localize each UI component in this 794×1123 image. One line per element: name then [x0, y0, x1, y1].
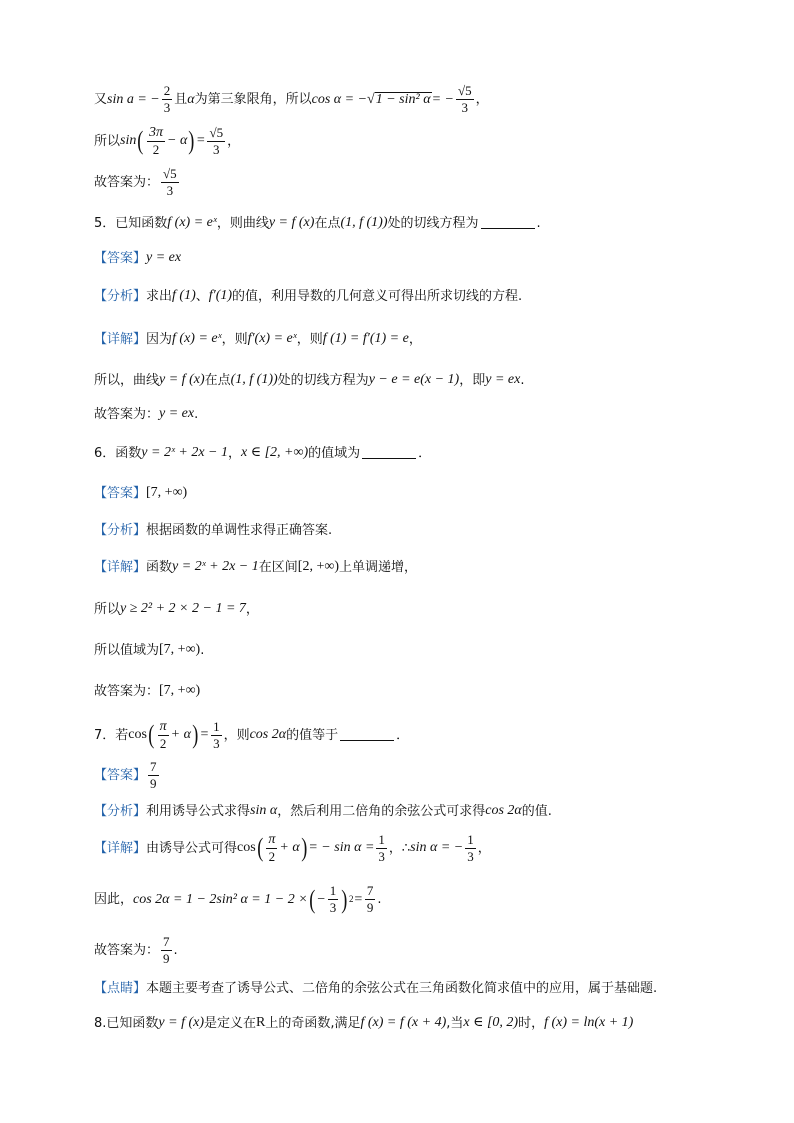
text: 故答案为： [94, 683, 160, 699]
fraction [266, 832, 277, 865]
answer-blank [340, 730, 394, 741]
math-expr: [7, +∞) [159, 683, 201, 698]
fraction-den: 9 [366, 900, 374, 916]
fraction-num: 7 [148, 760, 159, 776]
math-expr: cos [128, 727, 147, 743]
text: 处的切线方程为 [277, 372, 369, 388]
answer-tag: 【答案】 [94, 250, 147, 266]
q6-answer [94, 486, 187, 500]
fraction [148, 760, 159, 792]
fraction [211, 720, 222, 752]
math-expr: − [316, 891, 326, 907]
text: . [536, 215, 541, 231]
text: 在点 [204, 372, 231, 388]
math-expr: = [199, 727, 210, 743]
fraction-den: 2 [159, 736, 167, 752]
fraction [161, 935, 172, 967]
answer-blank [362, 448, 416, 459]
text: 处的切线方程为 [387, 215, 479, 231]
fraction-den: 3 [461, 100, 469, 116]
math-expr: sin α [250, 803, 278, 818]
fraction-num: π [266, 832, 277, 849]
math-expr: [7, +∞) [159, 642, 201, 657]
left-paren: ( [308, 884, 316, 914]
math-expr: cos 2α [485, 803, 522, 818]
math-expr: y = ex [159, 406, 195, 421]
math-expr: y = f (x) [159, 372, 205, 387]
math-expr: y = f (x) [158, 1015, 204, 1030]
text: ， [227, 133, 241, 149]
math-expr: = [196, 133, 206, 149]
fraction [328, 884, 339, 916]
math-expr: y = f (x) [268, 215, 315, 230]
text: 因为 [146, 331, 173, 347]
right-paren: ) [341, 884, 348, 914]
q6-detail-3 [94, 643, 204, 657]
text: 在点 [314, 215, 341, 231]
text: 5．已知函数 [94, 215, 168, 231]
fraction [465, 833, 476, 865]
math-expr: y = ex [146, 250, 182, 265]
detail-tag: 【详解】 [94, 840, 147, 856]
fraction-num: 1 [465, 833, 476, 849]
left-paren: ( [257, 833, 264, 863]
text: ， [228, 445, 242, 461]
math-expr: R [256, 1015, 266, 1030]
text: 故答案为： [94, 406, 160, 422]
fraction-den: 3 [329, 900, 337, 916]
q7-detail-2 [94, 884, 382, 916]
math-expr: cos [237, 840, 256, 856]
text: 的值. [521, 803, 552, 819]
text: 由诱导公式可得 [146, 840, 238, 856]
math-expr: sin [120, 133, 137, 149]
text: 所以，曲线 [94, 372, 160, 388]
text: 所以 [94, 133, 121, 149]
math-expr: = [353, 891, 363, 907]
q7-analysis [94, 804, 552, 818]
math-expr: f′(1) [208, 288, 233, 303]
math-expr: − α [167, 133, 188, 149]
fraction-den: 3 [213, 141, 220, 157]
math-expr: f (1) = f′(1) = e [322, 331, 409, 346]
fraction-den: 2 [152, 142, 160, 158]
math-expr: f (1) [172, 288, 196, 303]
q7-answer [94, 760, 161, 792]
fraction-den: 9 [150, 776, 157, 792]
right-paren: ) [188, 126, 195, 156]
math-expr: f′(x) = eˣ [247, 331, 297, 346]
math-expr: f (x) = eˣ [167, 215, 217, 230]
detail-tag: 【详解】 [94, 331, 147, 347]
fraction [365, 884, 376, 916]
text: ，即 [459, 372, 486, 388]
text: ，∴ [388, 840, 411, 856]
text: 所以 [94, 601, 121, 617]
fraction-num: 2 [162, 84, 173, 100]
text: 求出 [146, 288, 173, 304]
text: ． [396, 727, 410, 743]
q5-detail-2 [94, 373, 524, 387]
math-expr: y − e = e(x − 1) [368, 372, 460, 387]
fraction [376, 833, 387, 865]
math-expr: sin α = − [410, 840, 464, 856]
text: 的值，利用导数的几何意义可得出所求切线的方程. [232, 288, 523, 304]
sqrt-sign: √ [367, 91, 375, 107]
q5-final [94, 407, 198, 421]
comment-tag: 【点睛】 [94, 981, 147, 996]
fraction-den: 3 [378, 848, 385, 864]
math-expr: x ∈ [2, +∞) [241, 445, 309, 460]
math-expr: = − sin α = [308, 840, 375, 856]
right-paren: ) [300, 833, 308, 863]
text: ， [245, 601, 259, 617]
text: . [173, 943, 178, 959]
math-expr: + α [170, 727, 191, 743]
fraction-num: 1 [376, 833, 387, 849]
text: 、 [195, 288, 209, 304]
question-7 [94, 719, 409, 752]
fraction-den: 3 [467, 848, 474, 864]
math-expr: (1, f (1)) [230, 372, 278, 387]
line-answer-1 [94, 167, 181, 199]
q6-final [94, 684, 200, 698]
fraction-num: 7 [365, 884, 376, 900]
text: ，则 [223, 727, 250, 743]
text: . [194, 406, 199, 422]
q7-final [94, 935, 178, 967]
text: 的值等于 [286, 727, 339, 743]
text: . [200, 642, 205, 658]
fraction-den: 3 [213, 735, 220, 751]
math-expr: sin a = − [107, 91, 160, 107]
left-paren: ( [148, 720, 155, 750]
fraction-num: 7 [161, 935, 172, 951]
analysis-tag: 【分析】 [94, 523, 147, 538]
math-expr: cos 2α [249, 727, 287, 743]
text: 是定义在 [204, 1015, 257, 1031]
text: 根据函数的单调性求得正确答案. [146, 523, 333, 538]
math-expr: y = 2ˣ + 2x − 1 [141, 445, 229, 460]
q7-comment [94, 982, 657, 995]
text: 为第三象限角，所以 [194, 92, 312, 108]
q5-answer [94, 251, 181, 265]
math-expr: [2, +∞) [297, 559, 339, 574]
left-paren: ( [137, 126, 144, 156]
fraction-den: 3 [166, 183, 174, 199]
text: ，则 [221, 331, 248, 347]
fraction [207, 126, 225, 158]
text: ，然后利用二倍角的余弦公式可求得 [277, 803, 486, 819]
math-expr: = − [431, 91, 454, 107]
analysis-tag: 【分析】 [94, 288, 147, 304]
question-5 [94, 216, 541, 230]
q6-detail-2 [94, 602, 259, 616]
text: 所以值域为 [94, 642, 160, 658]
answer-tag: 【答案】 [94, 485, 147, 501]
q6-detail [94, 560, 417, 574]
fraction-num: 1 [211, 720, 222, 736]
text: 故答案为： [94, 943, 160, 959]
text: 函数 [146, 559, 173, 575]
math-expr: cos 2α = 1 − 2sin² α = 1 − 2 × [133, 891, 308, 907]
q7-detail [94, 832, 491, 865]
text: ，则 [296, 331, 323, 347]
text: 在区间 [258, 559, 298, 575]
text: 7．若 [94, 727, 129, 743]
math-expr: f (x) = eˣ [172, 331, 222, 346]
text: 因此， [94, 892, 134, 908]
math-expr: cos α = − [311, 91, 368, 107]
text: 的值域为 [308, 445, 361, 461]
fraction [456, 84, 474, 116]
math-expr: y ≥ 2² + 2 × 2 − 1 = 7 [120, 601, 246, 616]
text: 故答案为： [94, 175, 160, 191]
math-expr: (1, f (1)) [340, 215, 388, 230]
math-expr: y = 2ˣ + 2x − 1 [172, 559, 259, 574]
analysis-tag: 【分析】 [94, 803, 147, 819]
fraction [162, 84, 173, 116]
fraction-num: √5 [456, 84, 474, 100]
fraction [147, 125, 165, 158]
text: ． [418, 445, 432, 461]
text: ， [477, 840, 491, 856]
math-expr: f (x) = ln(x + 1) [544, 1015, 634, 1030]
text: 本题主要考查了诱导公式、二倍角的余弦公式在三角函数化简求值中的应用，属于基础题. [146, 981, 658, 996]
question-6 [94, 446, 431, 460]
exponent: 2 [348, 894, 354, 905]
fraction-den: 2 [268, 849, 276, 865]
fraction-num: 3π [147, 125, 165, 142]
q5-analysis [94, 289, 522, 303]
math-expr: + α [279, 840, 300, 856]
math-expr: x ∈ [0, 2) [463, 1015, 519, 1030]
text: 8.已知函数 [94, 1015, 159, 1031]
fraction-num: √5 [161, 167, 179, 183]
text: ,当 [446, 1015, 464, 1031]
text: 上单调递增， [338, 559, 417, 575]
fraction [161, 167, 179, 199]
fraction-num: 1 [328, 884, 339, 900]
text: ， [475, 92, 489, 108]
fraction [158, 719, 169, 752]
q5-detail [94, 332, 422, 346]
math-expr: f (x) = f (x + 4) [360, 1015, 447, 1030]
line-sin-cos [94, 84, 489, 116]
fraction-den: 3 [163, 100, 171, 116]
text: . [377, 892, 382, 908]
text: ，则曲线 [216, 215, 269, 231]
text: 上的奇函数,满足 [265, 1015, 361, 1031]
line-sin-result [94, 125, 240, 158]
text: 时， [518, 1015, 545, 1031]
text: 6．函数 [94, 445, 142, 461]
answer-tag: 【答案】 [94, 768, 147, 784]
fraction-num: π [158, 719, 169, 736]
math-expr: y = ex [485, 372, 521, 387]
math-expr: [7, +∞) [146, 485, 188, 500]
math-expr: α [187, 91, 195, 107]
question-8 [94, 1016, 633, 1030]
right-paren: ) [192, 720, 199, 750]
detail-tag: 【详解】 [94, 559, 147, 575]
answer-blank [481, 218, 535, 229]
q6-analysis [94, 524, 332, 537]
fraction-den: 9 [163, 951, 170, 967]
sqrt-body: 1 − sin² α [375, 91, 431, 107]
text: 利用诱导公式求得 [146, 803, 251, 819]
text: 且 [174, 92, 188, 108]
fraction-num: √5 [207, 126, 225, 142]
text: ， [408, 331, 422, 347]
text: . [520, 372, 525, 388]
text: 又 [94, 92, 108, 108]
